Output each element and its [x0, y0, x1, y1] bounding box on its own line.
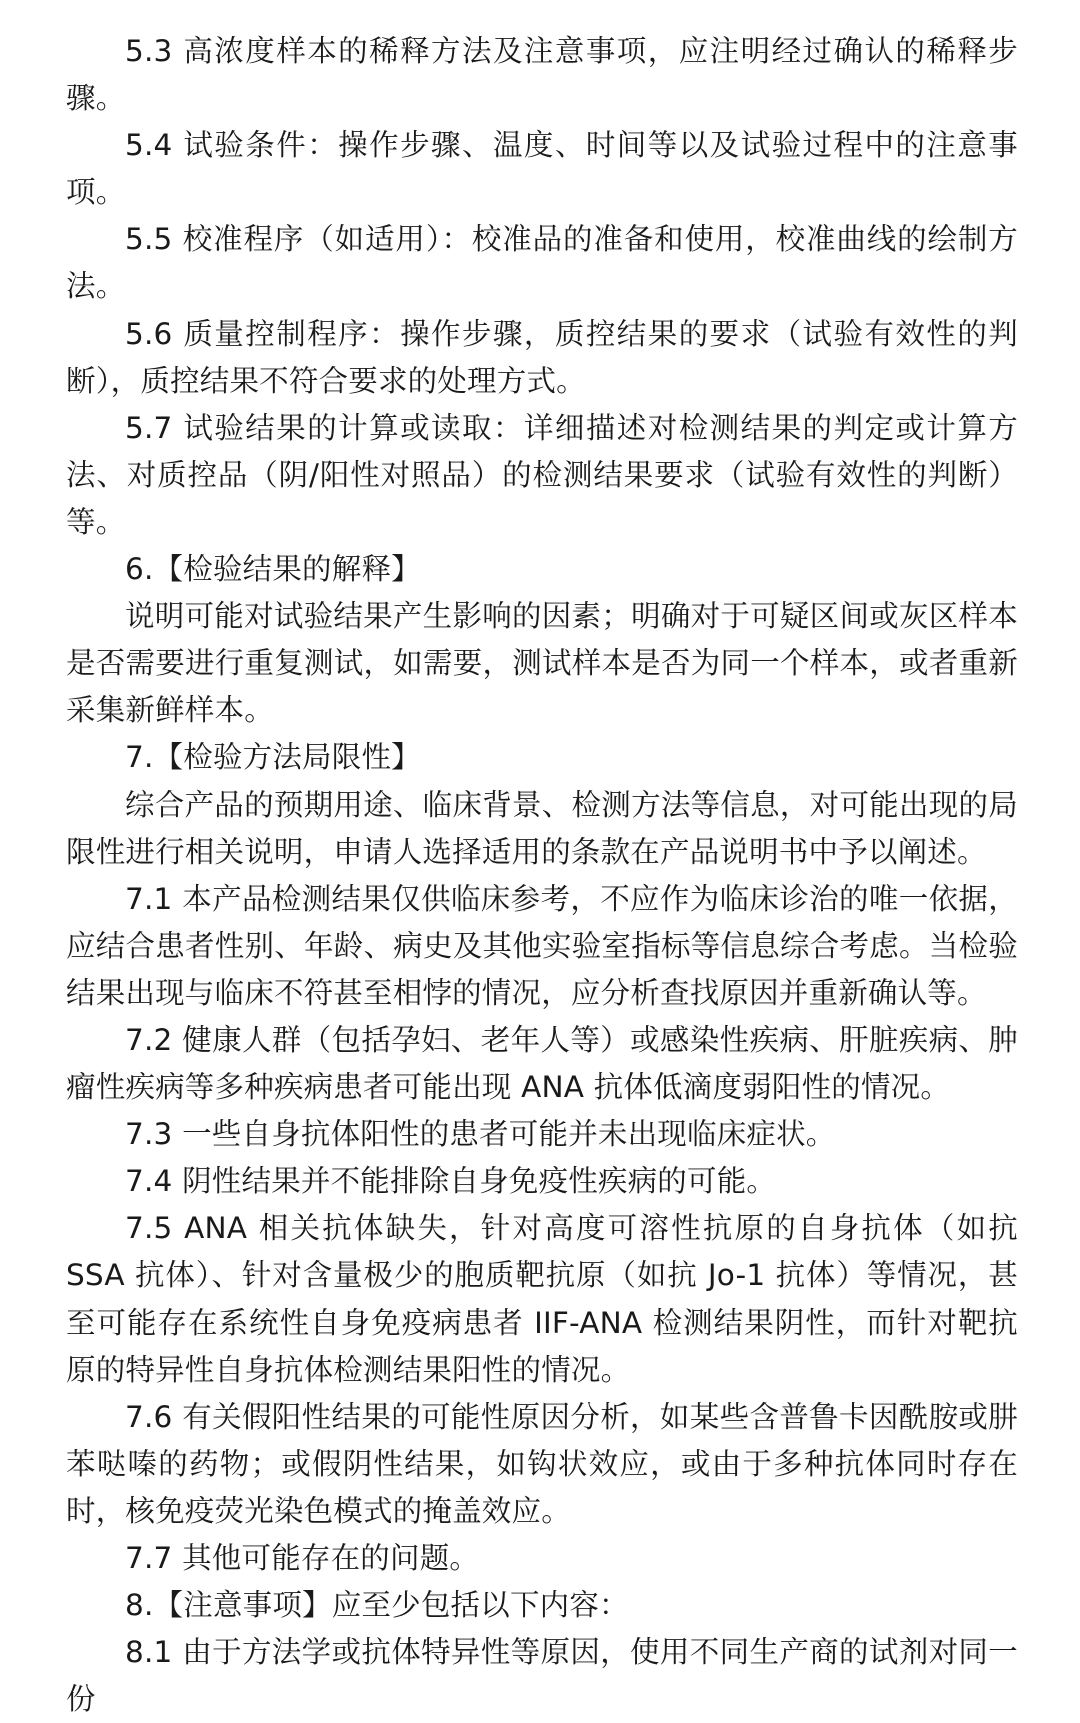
paragraph-8-1: 8.1 由于方法学或抗体特异性等原因，使用不同生产商的试剂对同一份 — [66, 1635, 1018, 1717]
paragraph-7-3: 7.3 一些自身抗体阳性的患者可能并未出现临床症状。 — [125, 1117, 836, 1152]
paragraph-6-body: 说明可能对试验结果产生影响的因素；明确对于可疑区间或灰区样本是否需要进行重复测试，如需要，测试样本是否为同一个样本，或者重新采集新鲜样本。 — [66, 599, 1018, 728]
paragraph-7-2: 7.2 健康人群（包括孕妇、老年人等）或感染性疾病、肝脏疾病、肿瘤性疾病等多种疾病患者可能出现 ANA 抗体低滴度弱阳性的情况。 — [66, 1022, 1018, 1105]
paragraph-5-4: 5.4 试验条件：操作步骤、温度、时间等以及试验过程中的注意事项。 — [66, 128, 1018, 210]
section-heading-8: 8.【注意事项】应至少包括以下内容： — [125, 1588, 629, 1623]
paragraph-7-4: 7.4 阴性结果并不能排除自身免疫性疾病的可能。 — [125, 1164, 777, 1199]
paragraph-5-3: 5.3 高浓度样本的稀释方法及注意事项，应注明经过确认的稀释步骤。 — [66, 34, 1018, 116]
document-page — [66, 28, 1018, 1723]
section-heading-6: 6.【检验结果的解释】 — [125, 552, 421, 587]
paragraph-7-5: 7.5 ANA 相关抗体缺失，针对高度可溶性抗原的自身抗体（如抗 SSA 抗体）、针对含量极少的胞质靶抗原（如抗 Jo-1 抗体）等情况，甚至可能存在系统性自身免疫病患者 IIF-ANA 检测结果阴性，而针对靶抗原的特异性自身抗体检测结果阳性的情况。 — [66, 1211, 1018, 1387]
paragraph-7-6: 7.6 有关假阳性结果的可能性原因分析，如某些含普鲁卡因酰胺或肼苯哒嗪的药物；或假阴性结果，如钩状效应，或由于多种抗体同时存在时，核免疫荧光染色模式的掩盖效应。 — [66, 1399, 1018, 1528]
paragraph-7-intro: 综合产品的预期用途、临床背景、检测方法等信息，对可能出现的局限性进行相关说明，申请人选择适用的条款在产品说明书中予以阐述。 — [66, 787, 1018, 869]
paragraph-5-7: 5.7 试验结果的计算或读取：详细描述对检测结果的判定或计算方法、对质控品（阴/阳性对照品）的检测结果要求（试验有效性的判断）等。 — [66, 410, 1018, 539]
paragraph-7-7: 7.7 其他可能存在的问题。 — [125, 1541, 480, 1575]
paragraph-5-5: 5.5 校准程序（如适用）：校准品的准备和使用，校准曲线的绘制方法。 — [66, 222, 1018, 304]
section-heading-7: 7.【检验方法局限性】 — [125, 740, 421, 775]
paragraph-5-6: 5.6 质量控制程序：操作步骤，质控结果的要求（试验有效性的判断），质控结果不符合要求的处理方式。 — [66, 316, 1018, 398]
paragraph-7-1: 7.1 本产品检测结果仅供临床参考，不应作为临床诊治的唯一依据，应结合患者性别、年龄、病史及其他实验室指标等信息综合考虑。当检验结果出现与临床不符甚至相悖的情况，应分析查找原因并重新确认等。 — [66, 881, 1018, 1010]
